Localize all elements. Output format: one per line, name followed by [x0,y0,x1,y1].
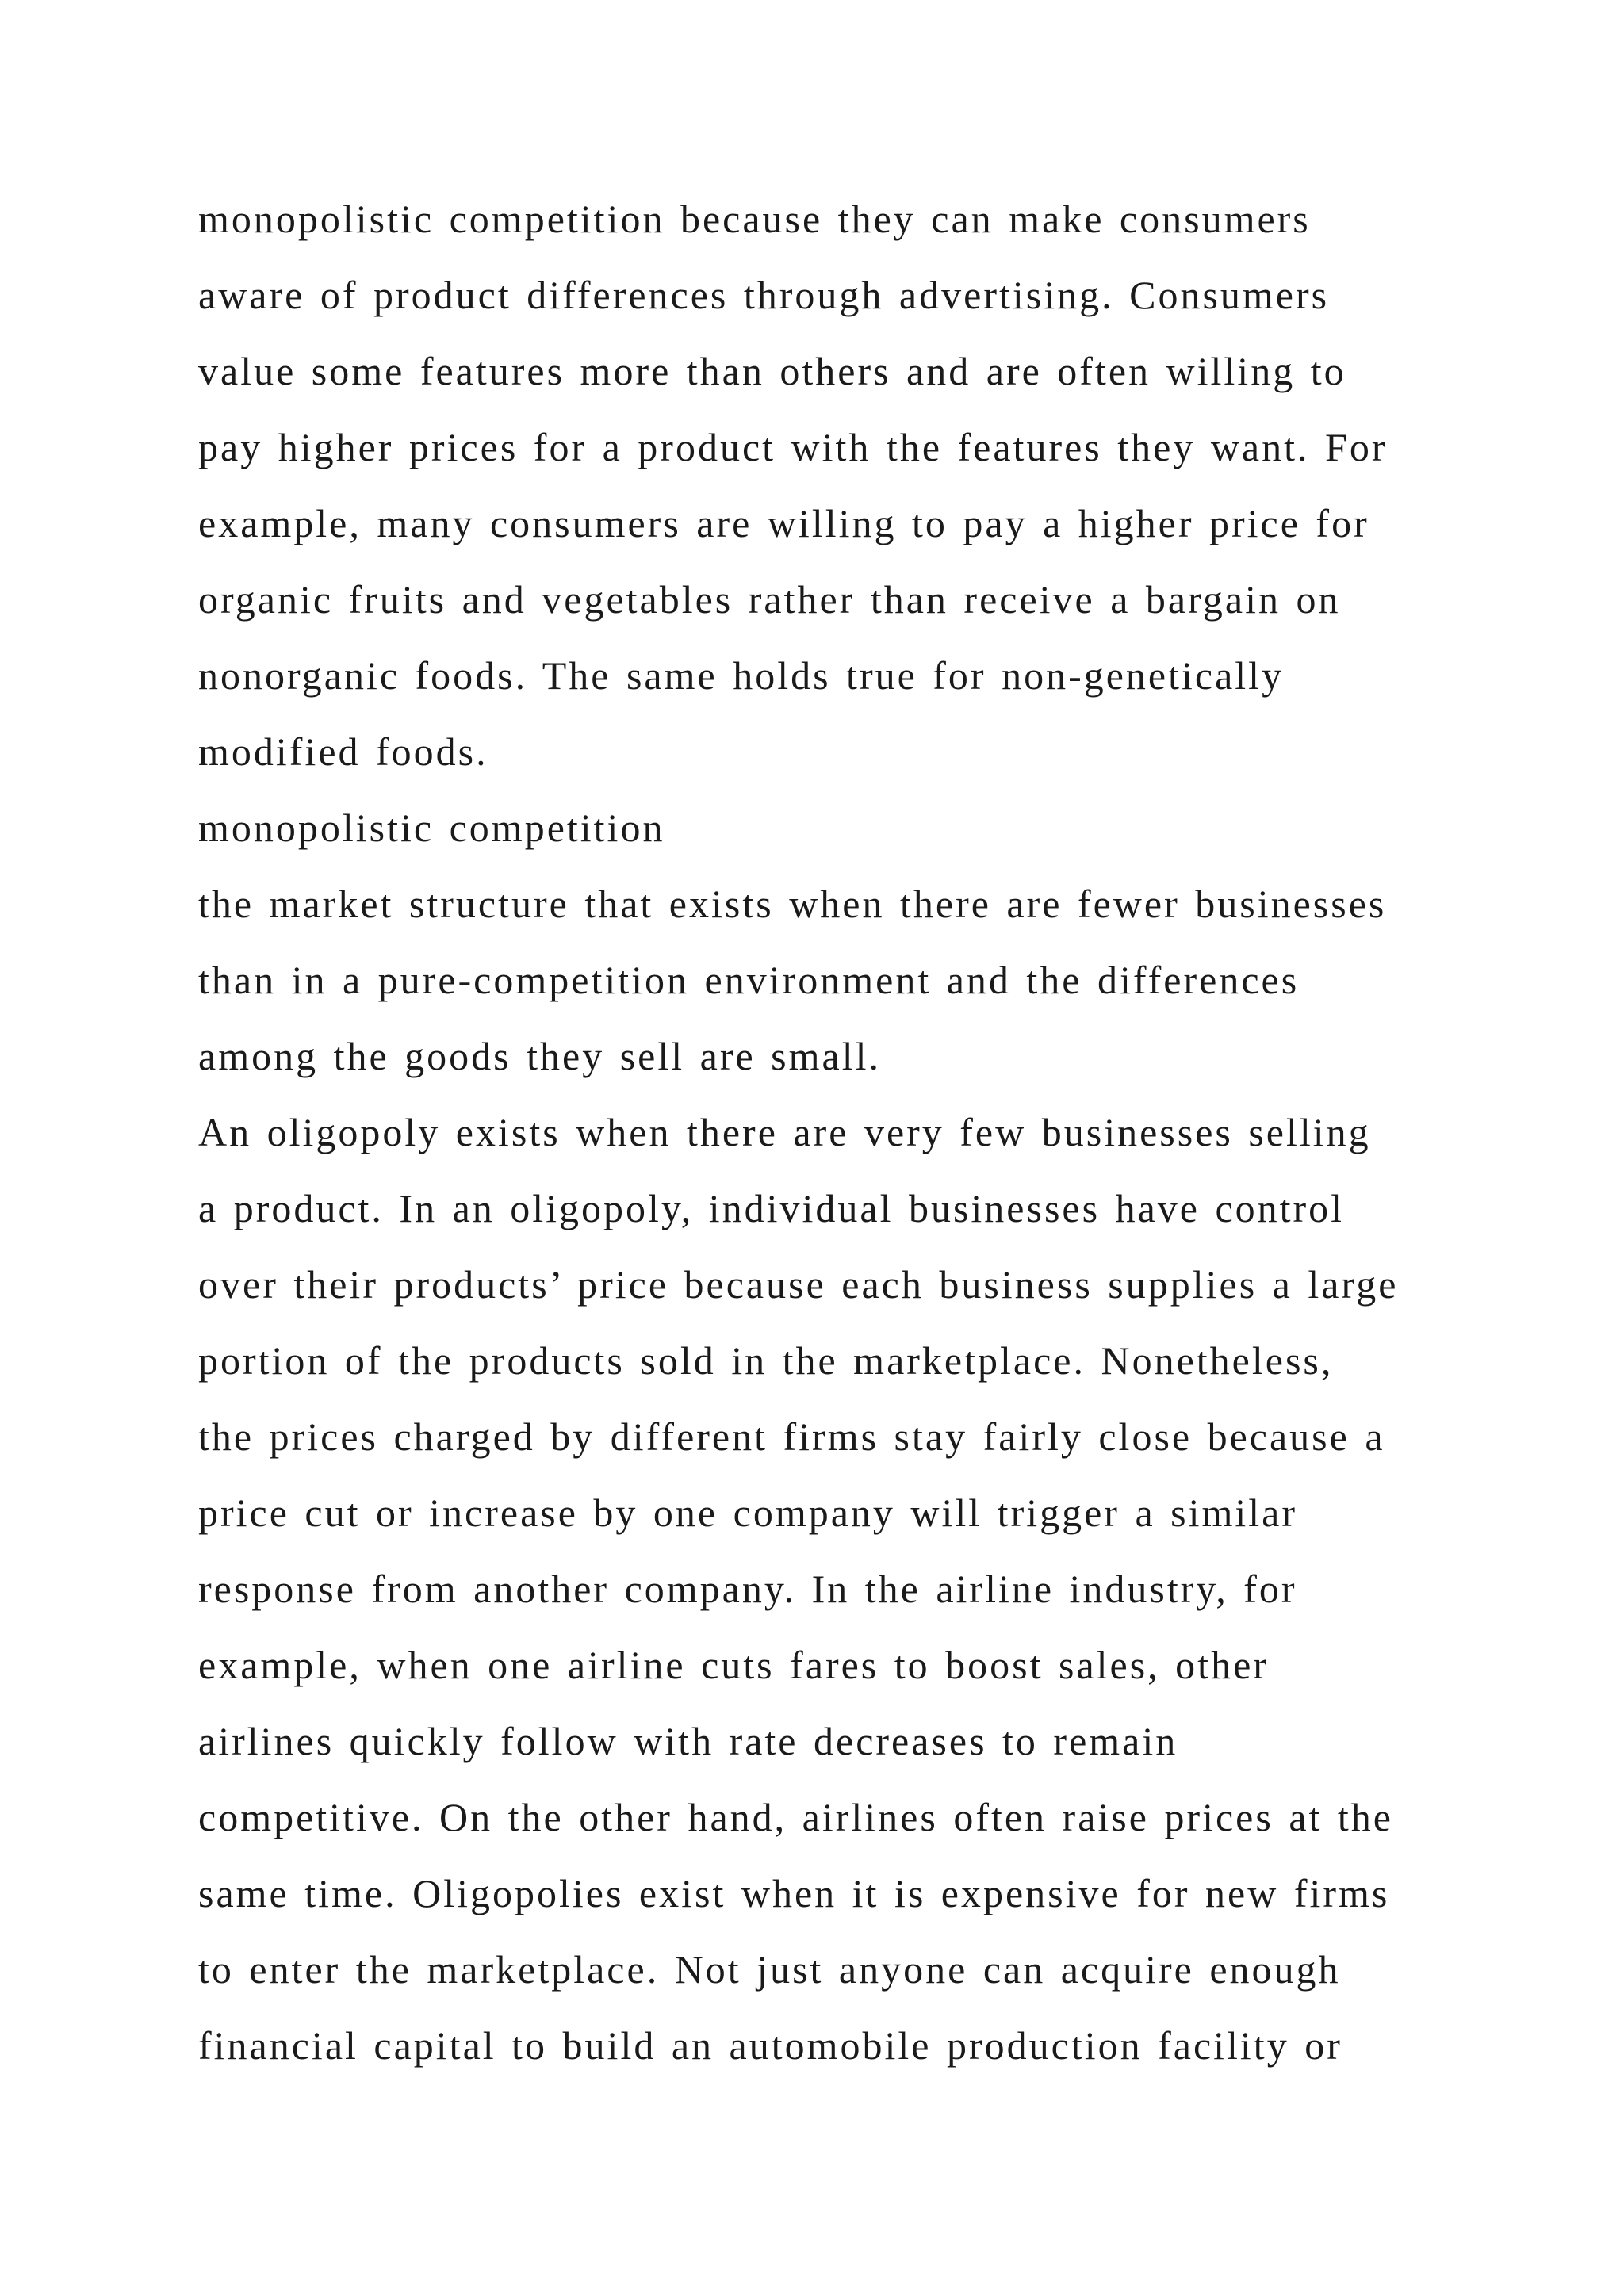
glossary-term: monopolistic competition [198,806,665,850]
text-line: price cut or increase by one company will trigger a similar [198,1490,1298,1535]
text-line: same time. Oligopolies exist when it is expensive for new firms [198,1871,1390,1915]
text-line: response from another company. In the airline industry, for [198,1567,1297,1611]
text-line: portion of the products sold in the marketplace. Nonetheless, [198,1338,1334,1383]
text-line: nonorganic foods. The same holds true for non-genetically [198,653,1285,698]
text-line: financial capital to build an automobile production facility or [198,2023,1342,2068]
text-line: example, when one airline cuts fares to boost sales, other [198,1643,1269,1687]
body-text [198,195,1499,2098]
text-line: over their products’ price because each business supplies a large [198,1262,1399,1307]
glossary-definition-line: the market structure that exists when there are fewer businesses [198,882,1387,926]
text-line: organic fruits and vegetables rather than receive a bargain on [198,577,1341,622]
glossary-definition-line: among the goods they sell are small. [198,1034,882,1078]
text-line: example, many consumers are willing to pay a higher price for [198,501,1369,545]
text-line: to enter the marketplace. Not just anyone can acquire enough [198,1947,1341,1992]
text-line: competitive. On the other hand, airlines often raise prices at the [198,1795,1393,1839]
glossary-definition-line: than in a pure-competition environment and the differences [198,958,1300,1002]
text-line: An oligopoly exists when there are very few businesses selling [198,1110,1371,1154]
text-line: pay higher prices for a product with the features they want. For [198,425,1388,469]
text-line: the prices charged by different firms stay fairly close because a [198,1414,1385,1459]
text-line: value some features more than others and are often willing to [198,349,1346,393]
text-line: a product. In an oligopoly, individual businesses have control [198,1186,1345,1230]
text-line: monopolistic competition because they can make consumers [198,197,1311,241]
text-line: aware of product differences through advertising. Consumers [198,273,1330,317]
text-line: modified foods. [198,729,488,774]
text-line: airlines quickly follow with rate decreases to remain [198,1719,1178,1763]
